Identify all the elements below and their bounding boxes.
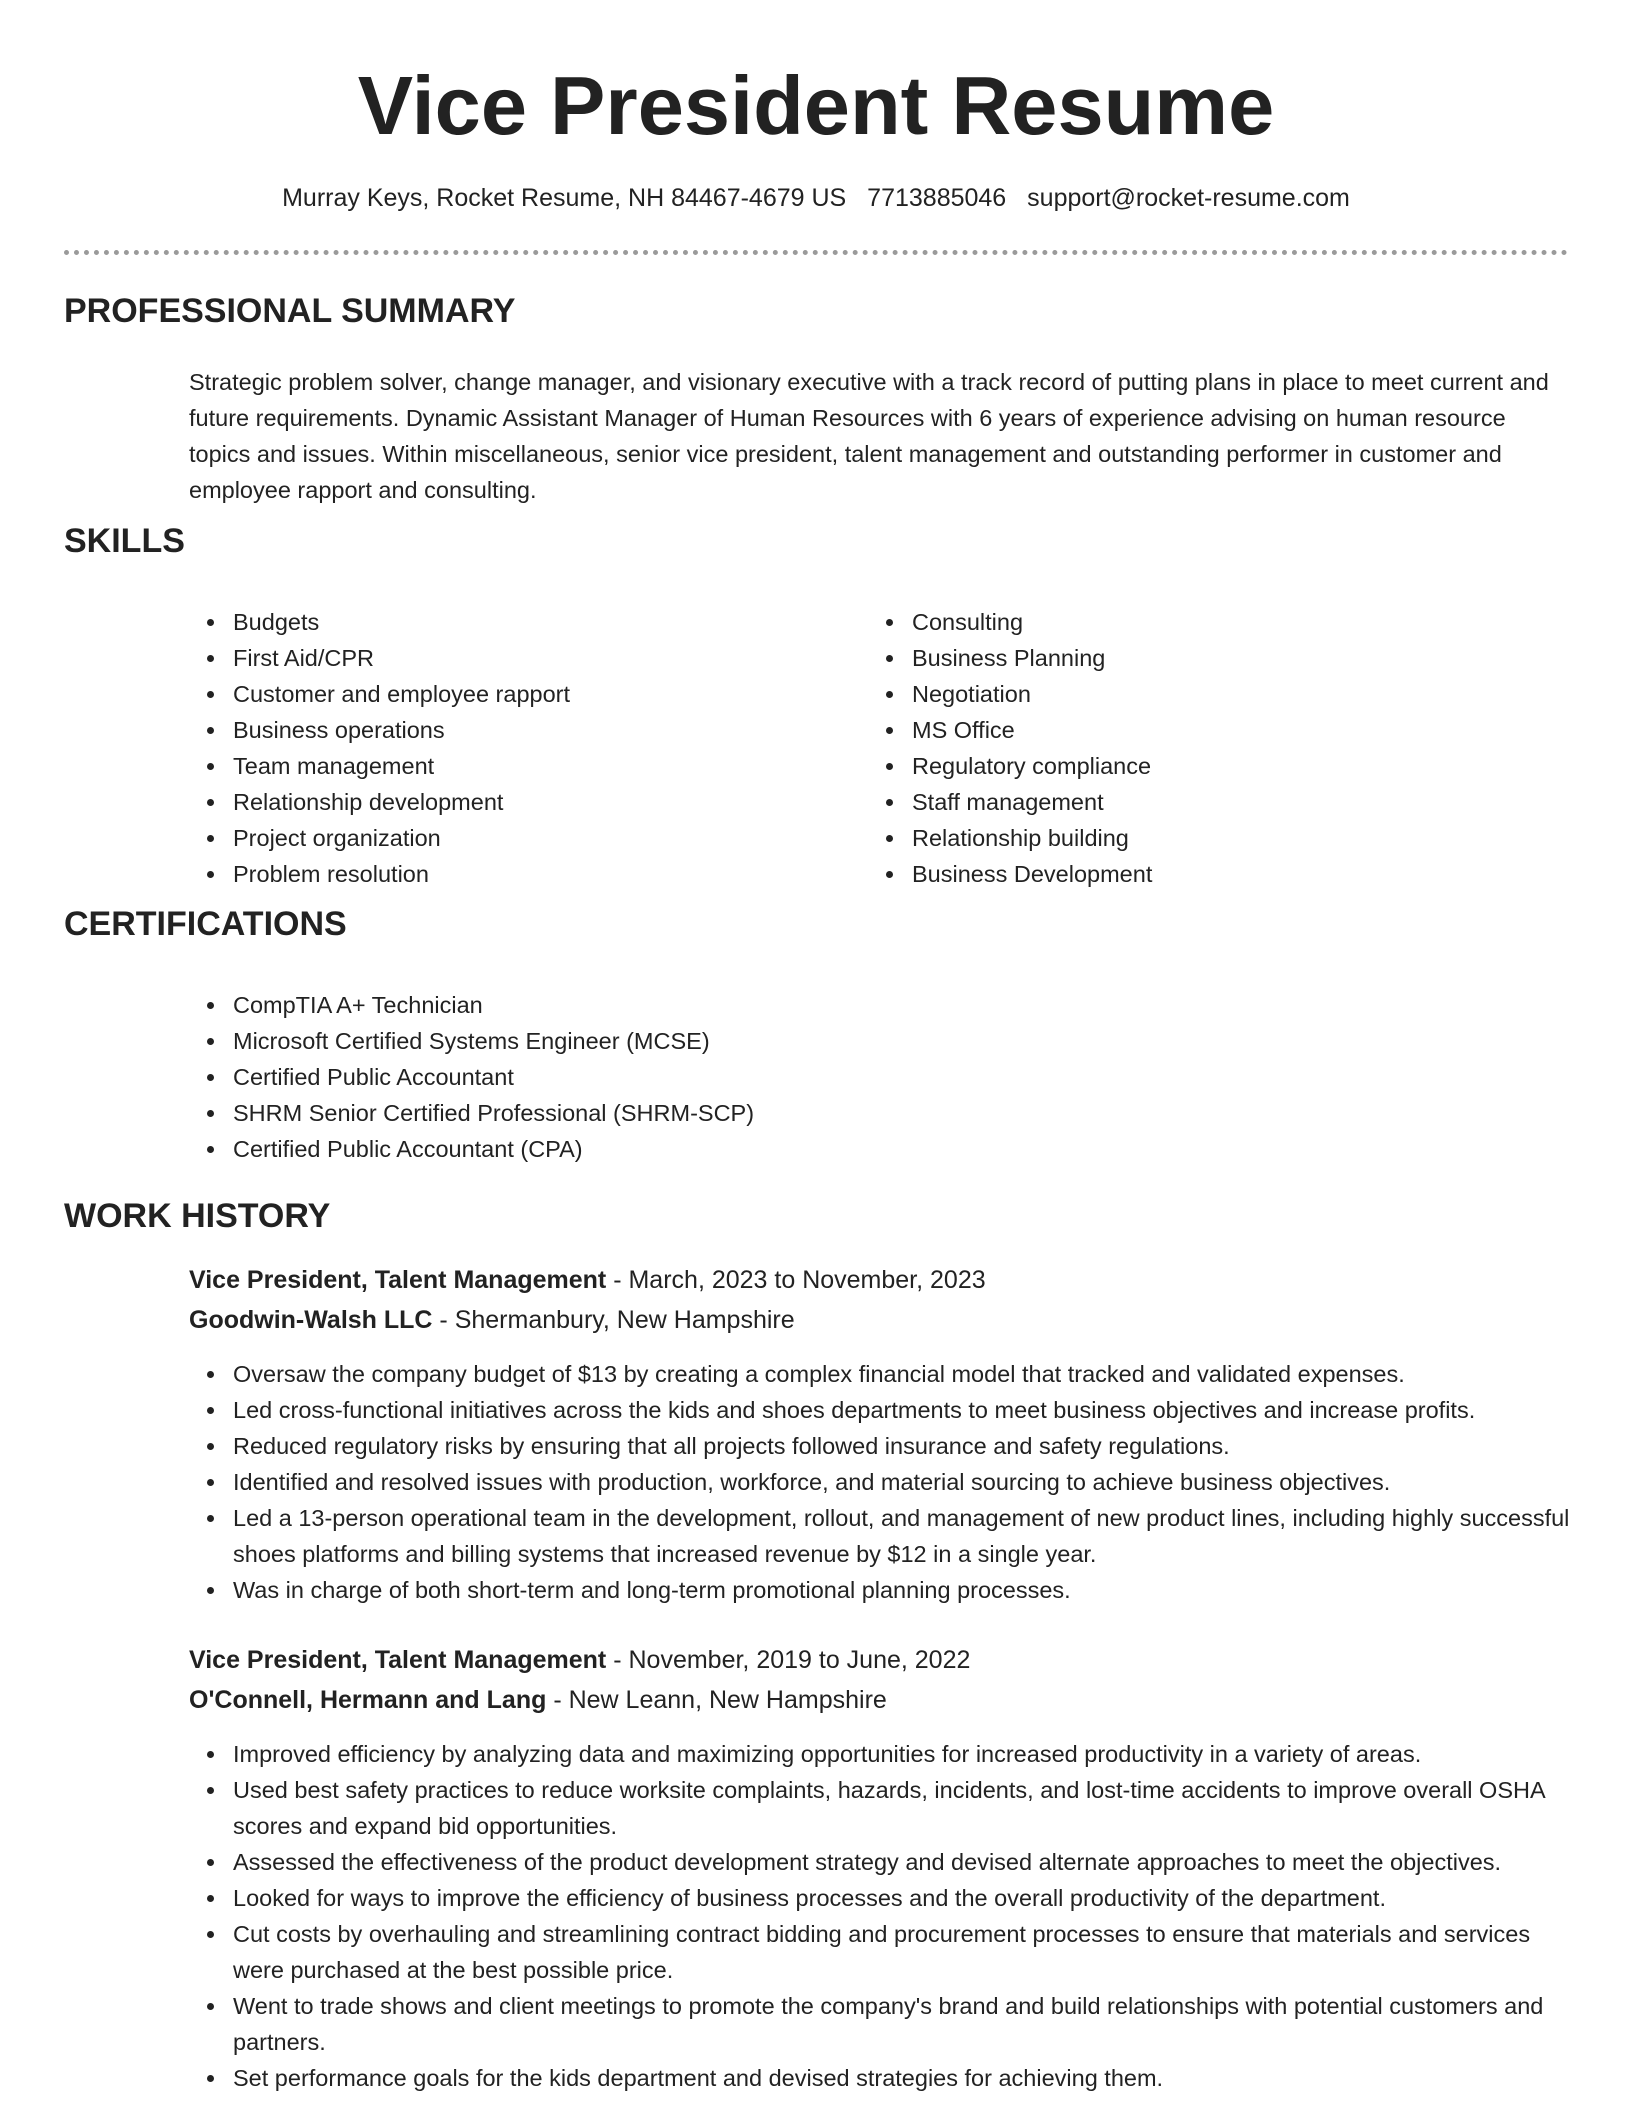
job-location: - New Leann, New Hampshire xyxy=(546,1686,887,1714)
job-bullets xyxy=(189,1736,1564,2096)
job-bullet: Looked for ways to improve the efficiency of business processes and the overall productivity of the department. xyxy=(189,1880,1564,1916)
job-bullet: Led a 13-person operational team in the development, rollout, and management of new product lines, including highly successful shoes platforms and billing systems that increased revenue by $12 in a single year. xyxy=(189,1500,1579,1572)
certification-item: Certified Public Accountant (CPA) xyxy=(189,1131,1489,1167)
job-company: O'Connell, Hermann and Lang xyxy=(189,1686,547,1714)
skill-item: Business Development xyxy=(868,856,1548,892)
job-location: - Shermanbury, New Hampshire xyxy=(432,1306,795,1334)
job-bullets xyxy=(189,1356,1579,1608)
contact-email: support@rocket-resume.com xyxy=(1027,184,1350,212)
job-bullet: Cut costs by overhauling and streamlining contract bidding and procurement processes to ensure that materials and services were purchased at the best possible price. xyxy=(189,1916,1564,1988)
skill-item: Relationship development xyxy=(189,784,829,820)
job-bullet: Identified and resolved issues with production, workforce, and material sourcing to achieve business objectives. xyxy=(189,1464,1579,1500)
skill-item: Customer and employee rapport xyxy=(189,676,829,712)
job-title: Vice President, Talent Management xyxy=(189,1646,607,1674)
skill-item: Business Planning xyxy=(868,640,1548,676)
job-bullet: Assessed the effectiveness of the product development strategy and devised alternate approaches to meet the objectives. xyxy=(189,1844,1564,1880)
job-bullet: Used best safety practices to reduce worksite complaints, hazards, incidents, and lost-time accidents to improve overall OSHA scores and expand bid opportunities. xyxy=(189,1772,1564,1844)
skill-item: Problem resolution xyxy=(189,856,829,892)
work-history-heading: WORK HISTORY xyxy=(64,1197,331,1235)
job-title-line xyxy=(189,1262,986,1298)
job-company-line xyxy=(189,1302,795,1338)
certification-item: Certified Public Accountant xyxy=(189,1059,1489,1095)
skill-item: Staff management xyxy=(868,784,1548,820)
job-title: Vice President, Talent Management xyxy=(189,1266,607,1294)
skills-list-right xyxy=(868,604,1548,892)
certification-item: Microsoft Certified Systems Engineer (MCSE) xyxy=(189,1023,1489,1059)
header-divider xyxy=(64,250,1568,255)
skill-item: Team management xyxy=(189,748,829,784)
contact-line xyxy=(0,180,1632,216)
job-company-line xyxy=(189,1682,887,1718)
job-dates: - March, 2023 to November, 2023 xyxy=(606,1266,986,1294)
certifications-heading: CERTIFICATIONS xyxy=(64,905,347,943)
summary-heading: PROFESSIONAL SUMMARY xyxy=(64,292,516,330)
skills-list-left xyxy=(189,604,829,892)
job-dates: - November, 2019 to June, 2022 xyxy=(606,1646,971,1674)
job-bullet: Reduced regulatory risks by ensuring that all projects followed insurance and safety regulations. xyxy=(189,1428,1579,1464)
contact-phone: 7713885046 xyxy=(867,184,1007,212)
certification-item: SHRM Senior Certified Professional (SHRM-SCP) xyxy=(189,1095,1489,1131)
skill-item: First Aid/CPR xyxy=(189,640,829,676)
job-bullet: Was in charge of both short-term and long-term promotional planning processes. xyxy=(189,1572,1579,1608)
skill-item: MS Office xyxy=(868,712,1548,748)
skill-item: Negotiation xyxy=(868,676,1548,712)
skill-item: Budgets xyxy=(189,604,829,640)
contact-address: Murray Keys, Rocket Resume, NH 84467-4679 US xyxy=(282,184,847,212)
skill-item: Business operations xyxy=(189,712,829,748)
summary-text: Strategic problem solver, change manager, and visionary executive with a track record of putting plans in place to meet current and future requirements. Dynamic Assistant Manager of Human Resources with 6 years of experience advising on human resource topics and issues. Within miscellaneous, senior vice president, talent management and outstanding performer in customer and employee rapport and consulting. xyxy=(189,369,1549,503)
job-bullet: Set performance goals for the kids department and devised strategies for achieving them. xyxy=(189,2060,1564,2096)
skill-item: Regulatory compliance xyxy=(868,748,1548,784)
job-title-line xyxy=(189,1642,970,1678)
job-bullet: Went to trade shows and client meetings to promote the company's brand and build relationships with potential customers and partners. xyxy=(189,1988,1564,2060)
certifications-list xyxy=(189,987,1489,1167)
skill-item: Project organization xyxy=(189,820,829,856)
skills-heading: SKILLS xyxy=(64,522,185,560)
skill-item: Relationship building xyxy=(868,820,1548,856)
job-bullet: Improved efficiency by analyzing data and maximizing opportunities for increased productivity in a variety of areas. xyxy=(189,1736,1564,1772)
certification-item: CompTIA A+ Technician xyxy=(189,987,1489,1023)
job-company: Goodwin-Walsh LLC xyxy=(189,1306,433,1334)
job-bullet: Oversaw the company budget of $13 by creating a complex financial model that tracked and validated expenses. xyxy=(189,1356,1579,1392)
job-bullet: Led cross-functional initiatives across the kids and shoes departments to meet business objectives and increase profits. xyxy=(189,1392,1579,1428)
skill-item: Consulting xyxy=(868,604,1548,640)
resume-title: Vice President Resume xyxy=(357,59,1275,152)
